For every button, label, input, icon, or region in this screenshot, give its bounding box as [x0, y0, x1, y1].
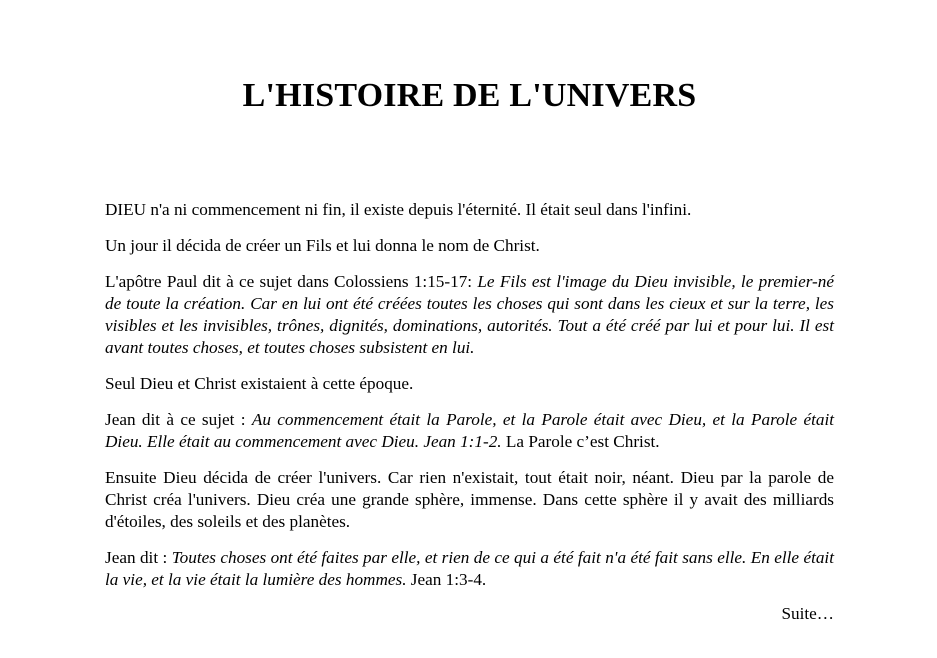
- paragraph-2-text: Un jour il décida de créer un Fils et lui donna le nom de Christ.: [105, 236, 540, 255]
- paragraph-1: [105, 199, 834, 221]
- paragraph-7-quote: Toutes choses ont été faites par elle, et rien de ce qui a été fait n'a été fait sans elle. En elle était la vie, et la vie était la lumière des hommes.: [105, 548, 834, 589]
- paragraph-4-text: Seul Dieu et Christ existaient à cette époque.: [105, 374, 414, 393]
- paragraph-7-outro: Jean 1:3-4.: [406, 570, 487, 589]
- paragraph-3: [105, 271, 834, 359]
- paragraph-3-intro: L'apôtre Paul dit à ce sujet dans Colossiens 1:15-17:: [105, 272, 478, 291]
- paragraph-7-intro: Jean dit :: [105, 548, 172, 567]
- paragraph-5-quote: Au commencement était la Parole, et la Parole était avec Dieu, et la Parole était Dieu. Elle était au commencement avec Dieu. Jean 1:1-2.: [105, 410, 835, 451]
- paragraph-1-text: DIEU n'a ni commencement ni fin, il existe depuis l'éternité. Il était seul dans l'infini.: [105, 200, 692, 219]
- paragraph-4: [105, 373, 834, 395]
- paragraph-5-outro: La Parole c’est Christ.: [501, 432, 660, 451]
- paragraph-6-text: Ensuite Dieu décida de créer l'univers. Car rien n'existait, tout était noir, néant. Dieu par la parole de Christ créa l'univers. Dieu créa une grande sphère, immense. Dans cette sphère il y avait des milliards d'étoiles, des soleils et des planètes.: [105, 468, 834, 531]
- paragraph-3-quote: Le Fils est l'image du Dieu invisible, le premier-né de toute la création. Car en lui ont été créées toutes les choses qui sont dans les cieux et sur la terre, les visibles et les invisibles, trônes, dignités, dominations, autorités. Tout a été créé par lui et pour lui. Il est avant toutes choses, et toutes choses subsistent en lui.: [105, 272, 834, 357]
- paragraph-6: [105, 467, 834, 533]
- paragraph-2: [105, 235, 834, 257]
- document-body: [105, 199, 834, 639]
- page-title: L'HISTOIRE DE L'UNIVERS: [242, 77, 697, 114]
- continuation-note: Suite…: [781, 604, 834, 623]
- paragraph-7: [105, 547, 834, 591]
- paragraph-5-intro: Jean dit à ce sujet :: [105, 410, 252, 429]
- document-page: [105, 0, 834, 658]
- paragraph-5: [105, 409, 834, 453]
